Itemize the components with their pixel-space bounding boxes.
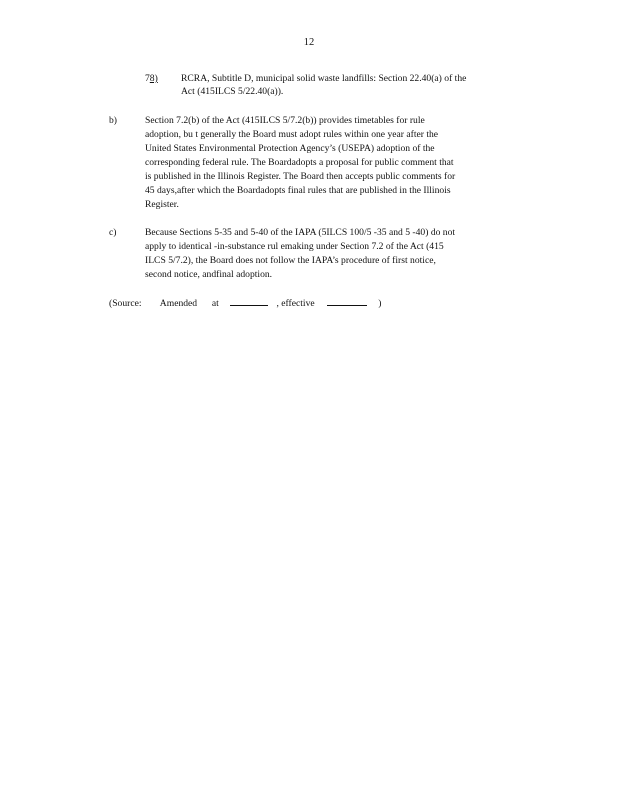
source-open: (Source: [109,298,142,309]
page-number: 12 [303,37,315,48]
source-note [109,297,382,309]
subsection-b-line-3: United States Environmental Protection Agency’s (USEPA) adoption of the [145,143,435,154]
item-number-old: 7 [145,73,150,84]
subsection-b-line-4: corresponding federal rule. The Boardadopts a proposal for public comment that [145,157,454,168]
subsection-c-line-1: Because Sections 5-35 and 5-40 of the IAPA (5ILCS 100/5 -35 and 5 -40) do not [145,227,456,238]
subsection-b-line-6: 45 days,after which the Boardadopts final rules that are published in the Illinois [145,185,451,196]
subsection-c-marker: c) [109,227,117,238]
subsection-b-line-5: is published in the Illinois Register. The Board then accepts public comments for [145,171,456,182]
source-effective: , effective [276,298,315,309]
item-8-line-2: Act (415ILCS 5/22.40(a)). [181,86,284,97]
subsection-c-line-4: second notice, andfinal adoption. [145,269,273,280]
subsection-c-line-2: apply to identical -in-substance rul emaking under Section 7.2 of the Act (415 [145,241,444,252]
item-8-line-1: RCRA, Subtitle D, municipal solid waste landfills: Section 22.40(a) of the [181,73,467,84]
source-amended: Amended [159,298,198,309]
subsection-b-line-2: adoption, bu t generally the Board must adopt rules within one year after the [145,129,439,140]
subsection-b-marker: b) [109,115,117,126]
amended-date-blank [230,297,268,306]
subsection-b-line-1: Section 7.2(b) of the Act (415ILCS 5/7.2(b)) provides timetables for rule [145,115,425,126]
subsection-c-line-3: ILCS 5/7.2), the Board does not follow the IAPA’s procedure of first notice, [145,255,436,266]
effective-date-blank [327,297,367,306]
source-close: ) [378,298,382,309]
item-number-new: 8) [149,73,158,84]
item-number [145,73,158,84]
source-at: at [211,298,219,309]
subsection-b-line-7: Register. [145,199,179,210]
